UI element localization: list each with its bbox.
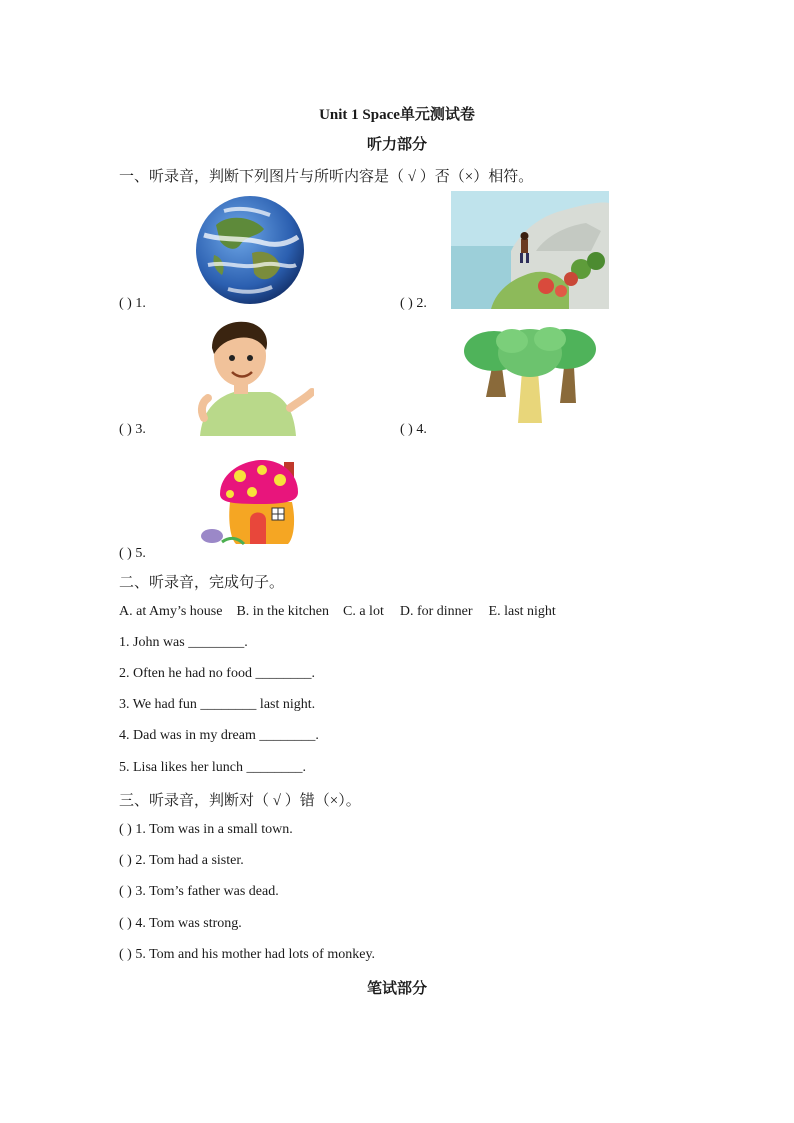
option-c: C. a lot bbox=[343, 604, 384, 619]
item2-label: ( ) 2. bbox=[400, 296, 427, 311]
item4-label: ( ) 4. bbox=[400, 422, 427, 437]
item3-label: ( ) 3. bbox=[119, 422, 146, 437]
boy-talking-icon bbox=[190, 318, 314, 436]
part2-sentence-5: 5. Lisa likes her lunch ________. bbox=[119, 760, 307, 775]
mushroom-house-icon bbox=[200, 458, 300, 548]
option-e: E. last night bbox=[488, 604, 556, 619]
part1-heading: 一、听录音，判断下列图片与所听内容是（ √ ）否（×）相符。 bbox=[119, 169, 534, 185]
part2-sentence-2: 2. Often he had no food ________. bbox=[119, 666, 315, 681]
part3-item-1: ( ) 1. Tom was in a small town. bbox=[119, 822, 293, 837]
part3-item-5: ( ) 5. Tom and his mother had lots of monkey. bbox=[119, 947, 376, 962]
item5-label: ( ) 5. bbox=[119, 546, 146, 561]
option-a: A. at Amy’s house bbox=[119, 604, 223, 619]
part3-heading: 三、听录音，判断对（ √ ）错（×）。 bbox=[119, 793, 361, 809]
part2-sentence-4: 4. Dad was in my dream ________. bbox=[119, 728, 319, 743]
writing-heading: 笔试部分 bbox=[366, 981, 427, 997]
option-b: B. in the kitchen bbox=[236, 604, 329, 619]
mountain-coast-icon bbox=[451, 191, 609, 309]
earth-globe-icon bbox=[194, 195, 306, 305]
part2-sentence-3: 3. We had fun ________ last night. bbox=[119, 697, 316, 712]
trees-icon bbox=[462, 323, 598, 425]
document-title: Unit 1 Space单元测试卷 bbox=[319, 107, 475, 123]
part3-item-4: ( ) 4. Tom was strong. bbox=[119, 916, 242, 931]
part2-sentence-1: 1. John was ________. bbox=[119, 635, 248, 650]
part3-item-2: ( ) 2. Tom had a sister. bbox=[119, 853, 244, 868]
part2-options bbox=[119, 604, 556, 620]
option-d: D. for dinner bbox=[399, 604, 473, 619]
part2-heading: 二、听录音，完成句子。 bbox=[119, 575, 285, 591]
listening-heading: 听力部分 bbox=[366, 137, 427, 153]
part3-item-3: ( ) 3. Tom’s father was dead. bbox=[119, 884, 279, 899]
item1-label: ( ) 1. bbox=[119, 296, 146, 311]
